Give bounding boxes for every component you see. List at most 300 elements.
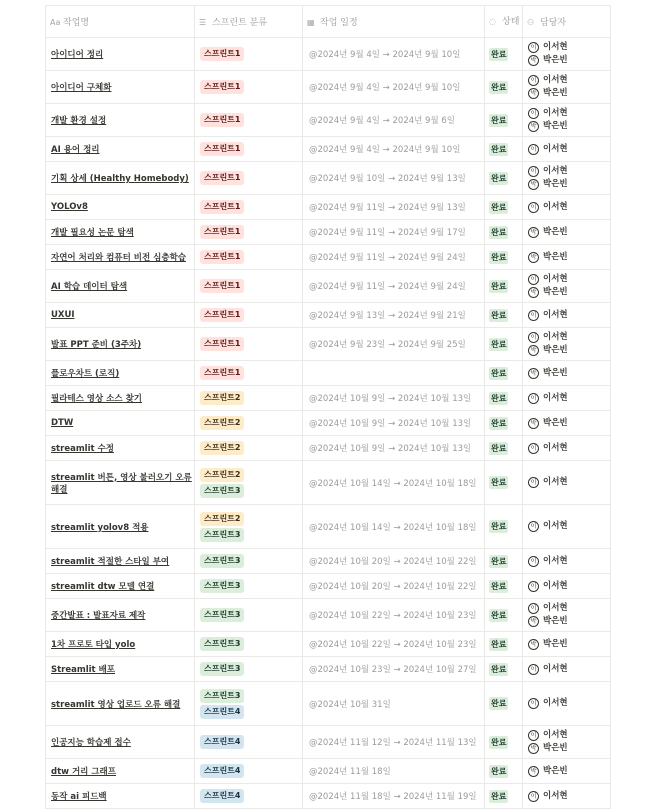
table-row[interactable] [46, 303, 611, 328]
sprint-cell[interactable] [195, 328, 303, 361]
sprint-tag: 스프린트2 [200, 441, 244, 455]
assignee [528, 309, 610, 322]
date-cell[interactable]: @2024년 9월 11일 → 2024년 9월 17일 [303, 220, 485, 245]
assignee-name: 이서현 [543, 663, 568, 674]
task-name-link[interactable]: streamlit 영상 업로드 오류 해결 [51, 699, 181, 710]
table-row[interactable] [46, 328, 611, 361]
assignee-cell[interactable] [523, 245, 611, 270]
status-cell[interactable] [485, 505, 523, 549]
sprint-cell[interactable] [195, 436, 303, 461]
assignee [528, 765, 610, 778]
status-cell[interactable] [485, 574, 523, 599]
avatar: 이 [528, 166, 539, 177]
task-name-cell[interactable] [46, 784, 195, 809]
assignee [528, 251, 610, 264]
date-cell[interactable]: @2024년 10월 9일 → 2024년 10월 13일 [303, 386, 485, 411]
status-cell[interactable] [485, 71, 523, 104]
avatar: 이 [528, 202, 539, 213]
date-cell[interactable]: @2024년 9월 4일 → 2024년 9월 10일 [303, 38, 485, 71]
assignee-cell[interactable] [523, 220, 611, 245]
avatar: 박 [528, 766, 539, 777]
sprint-cell[interactable] [195, 220, 303, 245]
sprint-cell[interactable] [195, 361, 303, 386]
date-cell[interactable]: @2024년 10월 9일 → 2024년 10월 13일 [303, 436, 485, 461]
status-cell[interactable] [485, 104, 523, 137]
avatar: 박 [528, 179, 539, 190]
avatar: 이 [528, 730, 539, 741]
table-row[interactable] [46, 574, 611, 599]
assignee-cell[interactable] [523, 599, 611, 632]
date-cell[interactable]: @2024년 10월 20일 → 2024년 10월 22일 [303, 574, 485, 599]
assignee-cell[interactable] [523, 682, 611, 726]
task-name-link[interactable]: 동작 ai 피드백 [51, 792, 107, 802]
task-name-cell[interactable] [46, 682, 195, 726]
text-property-icon: Aa [50, 18, 61, 27]
status-cell[interactable] [485, 759, 523, 784]
assignee-cell[interactable] [523, 574, 611, 599]
task-name-link[interactable]: 아이디어 구체화 [51, 83, 112, 93]
assignee-cell[interactable] [523, 71, 611, 104]
status-badge: 완료 [491, 556, 507, 566]
status-cell[interactable] [485, 682, 523, 726]
assignee [528, 442, 610, 455]
assignee-name: 이서현 [543, 309, 568, 320]
assignee-cell[interactable] [523, 411, 611, 436]
status-cell[interactable] [485, 361, 523, 386]
assignee [528, 555, 610, 568]
status-badge: 완료 [491, 639, 507, 649]
table-row[interactable] [46, 436, 611, 461]
status-cell[interactable] [485, 436, 523, 461]
task-name-link[interactable]: streamlit 적절한 스타일 부여 [51, 557, 170, 567]
task-name-link[interactable]: 자연어 처리와 컴퓨터 비전 심층학습 [51, 253, 187, 263]
sprint-tag: 스프린트1 [200, 337, 244, 351]
table-row[interactable] [46, 104, 611, 137]
task-name-link[interactable]: streamlit 버튼, 영상 불러오기 오류 해결 [51, 472, 192, 495]
column-header-sprint[interactable]: ☰ 스프린트 분류 [195, 6, 303, 38]
task-name-cell[interactable] [46, 436, 195, 461]
task-name-cell[interactable] [46, 361, 195, 386]
date-cell[interactable]: @2024년 9월 10일 → 2024년 9월 13일 [303, 162, 485, 195]
assignee [528, 367, 610, 380]
assignee-name: 이서현 [543, 580, 568, 591]
date-cell[interactable]: @2024년 9월 11일 → 2024년 9월 24일 [303, 245, 485, 270]
table-row[interactable] [46, 195, 611, 220]
status-badge: 완료 [491, 115, 507, 125]
date-cell[interactable]: @2024년 11월 12일 → 2024년 11월 13일 [303, 726, 485, 759]
task-name-link[interactable]: 개발 필요성 논문 탐색 [51, 228, 134, 238]
assignee-cell[interactable] [523, 270, 611, 303]
task-name-cell[interactable] [46, 38, 195, 71]
task-name-cell[interactable] [46, 632, 195, 657]
sprint-tag: 스프린트4 [200, 789, 244, 803]
assignee-name: 이서현 [543, 698, 568, 708]
sprint-cell[interactable] [195, 461, 303, 505]
date-cell[interactable]: @2024년 10월 14일 → 2024년 10월 18일 [303, 461, 485, 505]
date-cell[interactable]: @2024년 10월 31일 [303, 682, 485, 726]
sprint-tag: 스프린트1 [200, 308, 244, 322]
task-name-cell[interactable] [46, 195, 195, 220]
status-badge: 완료 [491, 737, 507, 747]
sprint-cell[interactable] [195, 549, 303, 574]
status-cell[interactable] [485, 549, 523, 574]
status-cell[interactable] [485, 328, 523, 361]
assignee-cell[interactable] [523, 137, 611, 162]
date-cell[interactable]: @2024년 11월 18일 → 2024년 11월 19일 [303, 784, 485, 809]
table-row[interactable] [46, 682, 611, 726]
status-cell[interactable] [485, 137, 523, 162]
table-row[interactable] [46, 726, 611, 759]
assignee-name: 이서현 [543, 555, 568, 566]
sprint-tag: 스프린트2 [200, 468, 244, 482]
avatar: 이 [528, 581, 539, 592]
sprint-cell[interactable] [195, 303, 303, 328]
assignee-name: 박은빈 [543, 251, 568, 262]
sprint-cell[interactable] [195, 245, 303, 270]
assignee [528, 87, 610, 100]
date-cell[interactable]: @2024년 9월 11일 → 2024년 9월 24일 [303, 270, 485, 303]
status-badge: 완료 [491, 418, 507, 428]
assignee [528, 790, 610, 803]
assignee-name: 이서현 [543, 75, 568, 85]
assignee [528, 663, 610, 676]
avatar: 박 [528, 121, 539, 132]
task-name-cell[interactable] [46, 461, 195, 505]
task-name-link[interactable]: 플로우차트 (로직) [51, 369, 120, 379]
assignee [528, 143, 610, 156]
task-name-cell[interactable] [46, 303, 195, 328]
sprint-tag: 스프린트1 [200, 366, 244, 380]
assignee-name: 박은빈 [543, 616, 568, 626]
assignee-cell[interactable] [523, 657, 611, 682]
sprint-cell[interactable] [195, 162, 303, 195]
status-cell[interactable] [485, 303, 523, 328]
task-name-link[interactable]: Streamlit 배포 [51, 665, 116, 675]
task-name-cell[interactable] [46, 270, 195, 303]
assignee [528, 54, 610, 67]
sprint-tag: 스프린트4 [200, 764, 244, 778]
sprint-tag: 스프린트1 [200, 113, 244, 127]
table-row[interactable] [46, 38, 611, 71]
task-name-link[interactable]: 중간발표 : 발표자료 제작 [51, 611, 146, 621]
sprint-cell[interactable] [195, 505, 303, 549]
sprint-cell[interactable] [195, 38, 303, 71]
status-cell[interactable] [485, 632, 523, 657]
status-cell[interactable] [485, 411, 523, 436]
table-row[interactable] [46, 270, 611, 303]
status-cell[interactable] [485, 726, 523, 759]
assignee-name: 이서현 [543, 166, 568, 176]
table-row[interactable] [46, 549, 611, 574]
assignee-name: 박은빈 [543, 55, 568, 65]
avatar: 이 [528, 393, 539, 404]
assignee [528, 286, 610, 299]
table-row[interactable] [46, 632, 611, 657]
sprint-tag: 스프린트3 [200, 528, 244, 542]
sprint-cell[interactable] [195, 71, 303, 104]
sprint-tag: 스프린트4 [200, 705, 244, 719]
sprint-cell[interactable] [195, 682, 303, 726]
sprint-cell[interactable] [195, 599, 303, 632]
table-row[interactable] [46, 361, 611, 386]
assignee [528, 178, 610, 191]
status-badge: 완료 [491, 368, 507, 378]
table-header-row [46, 6, 611, 38]
assignee [528, 120, 610, 133]
assignee-name: 박은빈 [543, 638, 568, 649]
date-cell[interactable]: @2024년 9월 23일 → 2024년 9월 25일 [303, 328, 485, 361]
task-name-link[interactable]: DTW [51, 418, 74, 428]
status-cell[interactable] [485, 245, 523, 270]
assignee-cell[interactable] [523, 386, 611, 411]
status-badge: 완료 [491, 49, 507, 59]
sprint-cell[interactable] [195, 270, 303, 303]
sprint-cell[interactable] [195, 726, 303, 759]
task-name-link[interactable]: 인공지능 학습제 접수 [51, 738, 131, 748]
assignee [528, 331, 610, 344]
assignee-name: 박은빈 [543, 345, 568, 355]
assignee-name: 박은빈 [543, 121, 568, 131]
date-cell[interactable]: @2024년 10월 22일 → 2024년 10월 23일 [303, 632, 485, 657]
task-name-link[interactable]: YOLOv8 [51, 202, 88, 212]
date-cell[interactable]: @2024년 9월 4일 → 2024년 9월 10일 [303, 137, 485, 162]
date-cell[interactable]: @2024년 9월 4일 → 2024년 9월 6일 [303, 104, 485, 137]
assignee [528, 602, 610, 615]
assignee [528, 74, 610, 87]
status-badge: 완료 [491, 664, 507, 674]
assignee-cell[interactable] [523, 328, 611, 361]
date-cell[interactable]: @2024년 10월 14일 → 2024년 10월 18일 [303, 505, 485, 549]
status-badge: 완료 [491, 252, 507, 262]
assignee [528, 41, 610, 54]
assignee [528, 226, 610, 239]
task-name-cell[interactable] [46, 220, 195, 245]
task-name-link[interactable]: 개발 환경 설정 [51, 116, 107, 126]
column-header-date[interactable]: ▦ 작업 일정 [303, 6, 485, 38]
date-cell[interactable] [303, 361, 485, 386]
assignee-cell[interactable] [523, 726, 611, 759]
column-header-assignee[interactable]: ⚇ 담당자 [523, 6, 611, 38]
assignee-cell[interactable] [523, 38, 611, 71]
task-name-cell[interactable] [46, 599, 195, 632]
status-cell[interactable] [485, 220, 523, 245]
assignee-name: 이서현 [543, 392, 568, 403]
sprint-cell[interactable] [195, 632, 303, 657]
assignee [528, 615, 610, 628]
date-cell[interactable]: @2024년 9월 13일 → 2024년 9월 21일 [303, 303, 485, 328]
avatar: 이 [528, 310, 539, 321]
assignee-cell[interactable] [523, 505, 611, 549]
assignee-cell[interactable] [523, 632, 611, 657]
task-name-link[interactable]: dtw 거리 그래프 [51, 767, 116, 777]
avatar: 박 [528, 418, 539, 429]
task-name-cell[interactable] [46, 71, 195, 104]
task-name-cell[interactable] [46, 137, 195, 162]
status-cell[interactable] [485, 38, 523, 71]
assignee-name: 이서현 [543, 442, 568, 453]
sprint-tag: 스프린트1 [200, 200, 244, 214]
assignee-cell[interactable] [523, 436, 611, 461]
sprint-tag: 스프린트1 [200, 279, 244, 293]
task-name-cell[interactable] [46, 386, 195, 411]
task-table [45, 5, 611, 809]
avatar: 박 [528, 639, 539, 650]
assignee [528, 201, 610, 214]
task-name-link[interactable]: 필라테스 영상 소스 찾기 [51, 394, 142, 404]
avatar: 이 [528, 274, 539, 285]
task-name-cell[interactable] [46, 411, 195, 436]
status-badge: 완료 [491, 522, 507, 531]
status-cell[interactable] [485, 461, 523, 505]
status-cell[interactable] [485, 386, 523, 411]
avatar: 이 [528, 75, 539, 86]
status-badge: 완료 [491, 202, 507, 212]
sprint-cell[interactable] [195, 137, 303, 162]
task-name-link[interactable]: streamlit dtw 모델 연결 [51, 582, 155, 592]
sprint-cell[interactable] [195, 657, 303, 682]
sprint-cell[interactable] [195, 411, 303, 436]
sprint-cell[interactable] [195, 195, 303, 220]
task-name-cell[interactable] [46, 162, 195, 195]
table-row[interactable] [46, 245, 611, 270]
avatar: 이 [528, 332, 539, 343]
date-cell[interactable]: @2024년 9월 11일 → 2024년 9월 13일 [303, 195, 485, 220]
assignee [528, 742, 610, 755]
table-row[interactable] [46, 71, 611, 104]
avatar: 박 [528, 252, 539, 263]
task-name-cell[interactable] [46, 505, 195, 549]
table-row[interactable] [46, 386, 611, 411]
status-badge: 완료 [491, 173, 507, 183]
sprint-tag: 스프린트3 [200, 579, 244, 593]
date-cell[interactable]: @2024년 10월 9일 → 2024년 10월 13일 [303, 411, 485, 436]
sprint-cell[interactable] [195, 784, 303, 809]
sprint-tag: 스프린트3 [200, 689, 244, 703]
assignee-name: 이서현 [543, 790, 568, 801]
task-name-cell[interactable] [46, 759, 195, 784]
status-cell[interactable] [485, 784, 523, 809]
avatar: 박 [528, 88, 539, 99]
status-cell[interactable] [485, 599, 523, 632]
assignee-cell[interactable] [523, 549, 611, 574]
status-cell[interactable] [485, 195, 523, 220]
date-cell[interactable]: @2024년 10월 20일 → 2024년 10월 22일 [303, 549, 485, 574]
task-name-cell[interactable] [46, 245, 195, 270]
task-name-link[interactable]: 기획 상세 (Healthy Homebody) [51, 174, 189, 184]
sprint-tag: 스프린트2 [200, 391, 244, 405]
date-cell[interactable]: @2024년 10월 22일 → 2024년 10월 23일 [303, 599, 485, 632]
table-row[interactable] [46, 657, 611, 682]
assignee-name: 이서현 [543, 603, 568, 613]
task-name-cell[interactable] [46, 549, 195, 574]
status-badge: 완료 [491, 310, 507, 320]
table-row[interactable] [46, 461, 611, 505]
table-row[interactable] [46, 505, 611, 549]
avatar: 박 [528, 743, 539, 754]
avatar: 이 [528, 477, 539, 488]
assignee-cell[interactable] [523, 162, 611, 195]
task-name-cell[interactable] [46, 104, 195, 137]
table-row[interactable] [46, 784, 611, 809]
avatar: 이 [528, 603, 539, 614]
assignee [528, 638, 610, 651]
avatar: 박 [528, 227, 539, 238]
table-row[interactable] [46, 759, 611, 784]
sprint-tag: 스프린트1 [200, 47, 244, 61]
task-name-cell[interactable] [46, 657, 195, 682]
avatar: 박 [528, 287, 539, 298]
sprint-tag: 스프린트1 [200, 225, 244, 239]
avatar: 박 [528, 616, 539, 627]
sprint-tag: 스프린트1 [200, 142, 244, 156]
table-row[interactable] [46, 162, 611, 195]
table-row[interactable] [46, 220, 611, 245]
column-header-name[interactable]: Aa 작업명 [46, 6, 195, 38]
date-cell[interactable]: @2024년 11월 18일 [303, 759, 485, 784]
sprint-cell[interactable] [195, 104, 303, 137]
task-name-link[interactable]: streamlit yolov8 적용 [51, 522, 149, 533]
assignee [528, 273, 610, 286]
assignee-name: 이서현 [543, 108, 568, 118]
assignee-cell[interactable] [523, 461, 611, 505]
status-badge: 완료 [491, 610, 507, 620]
assignee-name: 박은빈 [543, 226, 568, 237]
task-name-link[interactable]: 발표 PPT 준비 (3주차) [51, 340, 142, 350]
table-row[interactable] [46, 599, 611, 632]
status-cell[interactable] [485, 270, 523, 303]
sprint-cell[interactable] [195, 759, 303, 784]
assignee-cell[interactable] [523, 361, 611, 386]
avatar: 이 [528, 108, 539, 119]
status-badge: 완료 [491, 581, 507, 591]
task-name-link[interactable]: AI 용어 정리 [51, 145, 100, 155]
task-name-cell[interactable] [46, 726, 195, 759]
sprint-tag: 스프린트1 [200, 171, 244, 185]
task-name-link[interactable]: AI 학습 데이터 탐색 [51, 282, 128, 292]
assignee-name: 박은빈 [543, 765, 568, 776]
sprint-cell[interactable] [195, 574, 303, 599]
task-name-link[interactable]: 아이디어 정리 [51, 50, 104, 60]
task-name-cell[interactable] [46, 574, 195, 599]
status-badge: 완료 [491, 443, 507, 453]
assignee-cell[interactable] [523, 784, 611, 809]
table-row[interactable] [46, 137, 611, 162]
status-cell[interactable] [485, 162, 523, 195]
assignee-cell[interactable] [523, 104, 611, 137]
task-name-link[interactable]: streamlit 수정 [51, 444, 114, 454]
date-cell[interactable]: @2024년 9월 4일 → 2024년 9월 10일 [303, 71, 485, 104]
task-name-link[interactable]: UXUI [51, 310, 75, 320]
task-name-cell[interactable] [46, 328, 195, 361]
date-cell[interactable]: @2024년 10월 23일 → 2024년 10월 27일 [303, 657, 485, 682]
assignee-name: 박은빈 [543, 287, 568, 297]
assignee-cell[interactable] [523, 759, 611, 784]
assignee-cell[interactable] [523, 303, 611, 328]
assignee [528, 729, 610, 742]
status-property-icon: ◌ [489, 16, 496, 26]
status-cell[interactable] [485, 657, 523, 682]
table-row[interactable] [46, 411, 611, 436]
avatar: 이 [528, 144, 539, 155]
task-name-link[interactable]: 1차 프로토 타입 yolo [51, 640, 136, 650]
status-badge: 완료 [491, 478, 507, 487]
assignee-cell[interactable] [523, 195, 611, 220]
assignee [528, 107, 610, 120]
column-header-status[interactable]: ◌ 상태 [485, 6, 523, 38]
sprint-cell[interactable] [195, 386, 303, 411]
assignee-name: 이서현 [543, 730, 568, 740]
assignee-name: 이서현 [543, 477, 568, 487]
